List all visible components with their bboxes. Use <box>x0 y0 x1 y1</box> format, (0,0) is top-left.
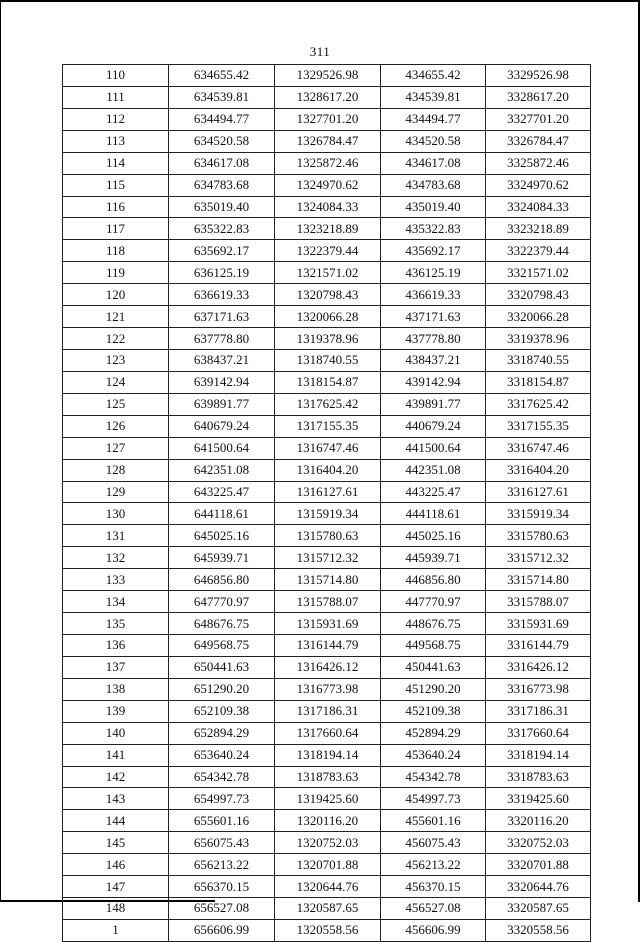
x1-coordinate-cell: 652894.29 <box>169 722 275 744</box>
y1-coordinate-cell: 1325872.46 <box>275 152 381 174</box>
y1-coordinate-cell: 1320798.43 <box>275 284 381 306</box>
x1-coordinate-cell: 639142.94 <box>169 371 275 393</box>
point-number-cell: 114 <box>63 152 169 174</box>
x2-coordinate-cell: 441500.64 <box>381 437 486 459</box>
table-row <box>63 130 591 152</box>
y2-coordinate-cell: 3316127.61 <box>486 481 591 503</box>
y1-coordinate-cell: 1316144.79 <box>275 634 381 656</box>
table-row <box>63 854 591 876</box>
x1-coordinate-cell: 634617.08 <box>169 152 275 174</box>
table-row <box>63 613 591 635</box>
y2-coordinate-cell: 3317155.35 <box>486 415 591 437</box>
y1-coordinate-cell: 1318154.87 <box>275 371 381 393</box>
table-row <box>63 481 591 503</box>
y2-coordinate-cell: 3320587.65 <box>486 898 591 920</box>
x2-coordinate-cell: 439891.77 <box>381 393 486 415</box>
point-number-cell: 1 <box>63 919 169 941</box>
point-number-cell: 125 <box>63 393 169 415</box>
y2-coordinate-cell: 3320798.43 <box>486 284 591 306</box>
x2-coordinate-cell: 434655.42 <box>381 65 486 87</box>
point-number-cell: 115 <box>63 174 169 196</box>
x1-coordinate-cell: 634494.77 <box>169 108 275 130</box>
x1-coordinate-cell: 645939.71 <box>169 547 275 569</box>
y2-coordinate-cell: 3322379.44 <box>486 240 591 262</box>
table-row <box>63 503 591 525</box>
point-number-cell: 141 <box>63 744 169 766</box>
y1-coordinate-cell: 1319425.60 <box>275 788 381 810</box>
y2-coordinate-cell: 3324084.33 <box>486 196 591 218</box>
y2-coordinate-cell: 3318194.14 <box>486 744 591 766</box>
table-row <box>63 788 591 810</box>
x1-coordinate-cell: 656370.15 <box>169 876 275 898</box>
point-number-cell: 128 <box>63 459 169 481</box>
y1-coordinate-cell: 1328617.20 <box>275 86 381 108</box>
table-row <box>63 525 591 547</box>
point-number-cell: 126 <box>63 415 169 437</box>
x1-coordinate-cell: 648676.75 <box>169 613 275 635</box>
table-row <box>63 876 591 898</box>
x2-coordinate-cell: 453640.24 <box>381 744 486 766</box>
point-number-cell: 143 <box>63 788 169 810</box>
point-number-cell: 129 <box>63 481 169 503</box>
y2-coordinate-cell: 3329526.98 <box>486 65 591 87</box>
y2-coordinate-cell: 3319378.96 <box>486 328 591 350</box>
point-number-cell: 118 <box>63 240 169 262</box>
x2-coordinate-cell: 435322.83 <box>381 218 486 240</box>
x1-coordinate-cell: 645025.16 <box>169 525 275 547</box>
point-number-cell: 148 <box>63 898 169 920</box>
table-row <box>63 174 591 196</box>
table-row <box>63 240 591 262</box>
point-number-cell: 111 <box>63 86 169 108</box>
table-row <box>63 152 591 174</box>
y1-coordinate-cell: 1324970.62 <box>275 174 381 196</box>
y1-coordinate-cell: 1320558.56 <box>275 919 381 941</box>
point-number-cell: 136 <box>63 634 169 656</box>
x2-coordinate-cell: 434539.81 <box>381 86 486 108</box>
point-number-cell: 135 <box>63 613 169 635</box>
y2-coordinate-cell: 3317186.31 <box>486 700 591 722</box>
y1-coordinate-cell: 1316404.20 <box>275 459 381 481</box>
y1-coordinate-cell: 1315714.80 <box>275 569 381 591</box>
x2-coordinate-cell: 456075.43 <box>381 832 486 854</box>
y1-coordinate-cell: 1320701.88 <box>275 854 381 876</box>
table-row <box>63 349 591 371</box>
x1-coordinate-cell: 655601.16 <box>169 810 275 832</box>
x1-coordinate-cell: 635322.83 <box>169 218 275 240</box>
table-row <box>63 569 591 591</box>
y1-coordinate-cell: 1316426.12 <box>275 656 381 678</box>
point-number-cell: 110 <box>63 65 169 87</box>
table-row <box>63 393 591 415</box>
y2-coordinate-cell: 3327701.20 <box>486 108 591 130</box>
x2-coordinate-cell: 438437.21 <box>381 349 486 371</box>
y1-coordinate-cell: 1317660.64 <box>275 722 381 744</box>
x1-coordinate-cell: 634539.81 <box>169 86 275 108</box>
x2-coordinate-cell: 444118.61 <box>381 503 486 525</box>
x2-coordinate-cell: 447770.97 <box>381 591 486 613</box>
point-number-cell: 147 <box>63 876 169 898</box>
table-row <box>63 744 591 766</box>
y2-coordinate-cell: 3318783.63 <box>486 766 591 788</box>
y2-coordinate-cell: 3317625.42 <box>486 393 591 415</box>
table-row <box>63 634 591 656</box>
x2-coordinate-cell: 454997.73 <box>381 788 486 810</box>
x2-coordinate-cell: 452109.38 <box>381 700 486 722</box>
table-row <box>63 459 591 481</box>
y2-coordinate-cell: 3316426.12 <box>486 656 591 678</box>
x1-coordinate-cell: 644118.61 <box>169 503 275 525</box>
y2-coordinate-cell: 3315712.32 <box>486 547 591 569</box>
point-number-cell: 132 <box>63 547 169 569</box>
x2-coordinate-cell: 454342.78 <box>381 766 486 788</box>
x1-coordinate-cell: 639891.77 <box>169 393 275 415</box>
point-number-cell: 140 <box>63 722 169 744</box>
x1-coordinate-cell: 643225.47 <box>169 481 275 503</box>
y2-coordinate-cell: 3320701.88 <box>486 854 591 876</box>
y2-coordinate-cell: 3316773.98 <box>486 678 591 700</box>
coordinate-table-body <box>63 65 591 942</box>
x1-coordinate-cell: 635692.17 <box>169 240 275 262</box>
table-row <box>63 919 591 941</box>
x1-coordinate-cell: 646856.80 <box>169 569 275 591</box>
y1-coordinate-cell: 1316747.46 <box>275 437 381 459</box>
x2-coordinate-cell: 434617.08 <box>381 152 486 174</box>
x2-coordinate-cell: 446856.80 <box>381 569 486 591</box>
point-number-cell: 134 <box>63 591 169 613</box>
y2-coordinate-cell: 3315780.63 <box>486 525 591 547</box>
x2-coordinate-cell: 456213.22 <box>381 854 486 876</box>
y1-coordinate-cell: 1315788.07 <box>275 591 381 613</box>
point-number-cell: 124 <box>63 371 169 393</box>
point-number-cell: 139 <box>63 700 169 722</box>
y1-coordinate-cell: 1326784.47 <box>275 130 381 152</box>
x2-coordinate-cell: 445939.71 <box>381 547 486 569</box>
y1-coordinate-cell: 1317155.35 <box>275 415 381 437</box>
x2-coordinate-cell: 456370.15 <box>381 876 486 898</box>
table-row <box>63 86 591 108</box>
table-row <box>63 415 591 437</box>
x1-coordinate-cell: 641500.64 <box>169 437 275 459</box>
x1-coordinate-cell: 636125.19 <box>169 262 275 284</box>
x1-coordinate-cell: 651290.20 <box>169 678 275 700</box>
page-number: 311 <box>309 44 331 59</box>
y1-coordinate-cell: 1316773.98 <box>275 678 381 700</box>
y1-coordinate-cell: 1318783.63 <box>275 766 381 788</box>
x1-coordinate-cell: 642351.08 <box>169 459 275 481</box>
y2-coordinate-cell: 3316144.79 <box>486 634 591 656</box>
point-number-cell: 121 <box>63 306 169 328</box>
y1-coordinate-cell: 1316127.61 <box>275 481 381 503</box>
y1-coordinate-cell: 1323218.89 <box>275 218 381 240</box>
y2-coordinate-cell: 3320066.28 <box>486 306 591 328</box>
x1-coordinate-cell: 650441.63 <box>169 656 275 678</box>
x1-coordinate-cell: 656075.43 <box>169 832 275 854</box>
table-row <box>63 656 591 678</box>
y2-coordinate-cell: 3320644.76 <box>486 876 591 898</box>
x1-coordinate-cell: 654342.78 <box>169 766 275 788</box>
table-row <box>63 328 591 350</box>
x2-coordinate-cell: 448676.75 <box>381 613 486 635</box>
x1-coordinate-cell: 634655.42 <box>169 65 275 87</box>
point-number-cell: 131 <box>63 525 169 547</box>
table-row <box>63 306 591 328</box>
x1-coordinate-cell: 656606.99 <box>169 919 275 941</box>
x1-coordinate-cell: 634783.68 <box>169 174 275 196</box>
point-number-cell: 119 <box>63 262 169 284</box>
coordinate-table <box>62 64 591 942</box>
y2-coordinate-cell: 3320116.20 <box>486 810 591 832</box>
y1-coordinate-cell: 1317625.42 <box>275 393 381 415</box>
y1-coordinate-cell: 1324084.33 <box>275 196 381 218</box>
y2-coordinate-cell: 3315931.69 <box>486 613 591 635</box>
x2-coordinate-cell: 436619.33 <box>381 284 486 306</box>
x2-coordinate-cell: 445025.16 <box>381 525 486 547</box>
y1-coordinate-cell: 1315712.32 <box>275 547 381 569</box>
point-number-cell: 120 <box>63 284 169 306</box>
table-row <box>63 678 591 700</box>
table-row <box>63 591 591 613</box>
point-number-cell: 145 <box>63 832 169 854</box>
x2-coordinate-cell: 434520.58 <box>381 130 486 152</box>
point-number-cell: 137 <box>63 656 169 678</box>
y1-coordinate-cell: 1320644.76 <box>275 876 381 898</box>
table-row <box>63 700 591 722</box>
x2-coordinate-cell: 450441.63 <box>381 656 486 678</box>
x2-coordinate-cell: 449568.75 <box>381 634 486 656</box>
y2-coordinate-cell: 3325872.46 <box>486 152 591 174</box>
y2-coordinate-cell: 3316404.20 <box>486 459 591 481</box>
y2-coordinate-cell: 3315714.80 <box>486 569 591 591</box>
table-row <box>63 547 591 569</box>
x2-coordinate-cell: 451290.20 <box>381 678 486 700</box>
y1-coordinate-cell: 1320587.65 <box>275 898 381 920</box>
x2-coordinate-cell: 442351.08 <box>381 459 486 481</box>
x1-coordinate-cell: 653640.24 <box>169 744 275 766</box>
y2-coordinate-cell: 3317660.64 <box>486 722 591 744</box>
y1-coordinate-cell: 1315780.63 <box>275 525 381 547</box>
y2-coordinate-cell: 3326784.47 <box>486 130 591 152</box>
x1-coordinate-cell: 636619.33 <box>169 284 275 306</box>
y2-coordinate-cell: 3315919.34 <box>486 503 591 525</box>
x1-coordinate-cell: 649568.75 <box>169 634 275 656</box>
table-row <box>63 108 591 130</box>
point-number-cell: 146 <box>63 854 169 876</box>
table-row <box>63 371 591 393</box>
y1-coordinate-cell: 1319378.96 <box>275 328 381 350</box>
x1-coordinate-cell: 637171.63 <box>169 306 275 328</box>
x2-coordinate-cell: 435692.17 <box>381 240 486 262</box>
table-row <box>63 284 591 306</box>
x2-coordinate-cell: 439142.94 <box>381 371 486 393</box>
y1-coordinate-cell: 1320116.20 <box>275 810 381 832</box>
table-row <box>63 832 591 854</box>
y2-coordinate-cell: 3321571.02 <box>486 262 591 284</box>
y1-coordinate-cell: 1322379.44 <box>275 240 381 262</box>
point-number-cell: 113 <box>63 130 169 152</box>
x2-coordinate-cell: 440679.24 <box>381 415 486 437</box>
table-row <box>63 437 591 459</box>
point-number-cell: 117 <box>63 218 169 240</box>
y1-coordinate-cell: 1321571.02 <box>275 262 381 284</box>
x2-coordinate-cell: 456606.99 <box>381 919 486 941</box>
y2-coordinate-cell: 3324970.62 <box>486 174 591 196</box>
table-row <box>63 810 591 832</box>
y1-coordinate-cell: 1317186.31 <box>275 700 381 722</box>
x1-coordinate-cell: 638437.21 <box>169 349 275 371</box>
y2-coordinate-cell: 3316747.46 <box>486 437 591 459</box>
y1-coordinate-cell: 1320066.28 <box>275 306 381 328</box>
y1-coordinate-cell: 1318740.55 <box>275 349 381 371</box>
x1-coordinate-cell: 654997.73 <box>169 788 275 810</box>
y2-coordinate-cell: 3320558.56 <box>486 919 591 941</box>
y1-coordinate-cell: 1329526.98 <box>275 65 381 87</box>
x2-coordinate-cell: 435019.40 <box>381 196 486 218</box>
x2-coordinate-cell: 437778.80 <box>381 328 486 350</box>
point-number-cell: 142 <box>63 766 169 788</box>
x1-coordinate-cell: 635019.40 <box>169 196 275 218</box>
y1-coordinate-cell: 1320752.03 <box>275 832 381 854</box>
y2-coordinate-cell: 3315788.07 <box>486 591 591 613</box>
x2-coordinate-cell: 452894.29 <box>381 722 486 744</box>
x1-coordinate-cell: 634520.58 <box>169 130 275 152</box>
point-number-cell: 122 <box>63 328 169 350</box>
x2-coordinate-cell: 456527.08 <box>381 898 486 920</box>
x2-coordinate-cell: 434783.68 <box>381 174 486 196</box>
table-row <box>63 196 591 218</box>
y2-coordinate-cell: 3328617.20 <box>486 86 591 108</box>
point-number-cell: 112 <box>63 108 169 130</box>
y1-coordinate-cell: 1318194.14 <box>275 744 381 766</box>
table-row <box>63 722 591 744</box>
x1-coordinate-cell: 647770.97 <box>169 591 275 613</box>
x2-coordinate-cell: 443225.47 <box>381 481 486 503</box>
x2-coordinate-cell: 455601.16 <box>381 810 486 832</box>
y2-coordinate-cell: 3318740.55 <box>486 349 591 371</box>
point-number-cell: 116 <box>63 196 169 218</box>
table-row <box>63 65 591 87</box>
point-number-cell: 123 <box>63 349 169 371</box>
point-number-cell: 130 <box>63 503 169 525</box>
y2-coordinate-cell: 3319425.60 <box>486 788 591 810</box>
y1-coordinate-cell: 1315931.69 <box>275 613 381 635</box>
table-row <box>63 218 591 240</box>
point-number-cell: 138 <box>63 678 169 700</box>
table-row <box>63 898 591 920</box>
y1-coordinate-cell: 1327701.20 <box>275 108 381 130</box>
y1-coordinate-cell: 1315919.34 <box>275 503 381 525</box>
point-number-cell: 127 <box>63 437 169 459</box>
x1-coordinate-cell: 656213.22 <box>169 854 275 876</box>
y2-coordinate-cell: 3320752.03 <box>486 832 591 854</box>
point-number-cell: 144 <box>63 810 169 832</box>
y2-coordinate-cell: 3318154.87 <box>486 371 591 393</box>
x2-coordinate-cell: 436125.19 <box>381 262 486 284</box>
page-frame-left-border <box>0 0 1 902</box>
x2-coordinate-cell: 437171.63 <box>381 306 486 328</box>
table-row <box>63 262 591 284</box>
x1-coordinate-cell: 637778.80 <box>169 328 275 350</box>
x1-coordinate-cell: 640679.24 <box>169 415 275 437</box>
point-number-cell: 133 <box>63 569 169 591</box>
y2-coordinate-cell: 3323218.89 <box>486 218 591 240</box>
x1-coordinate-cell: 652109.38 <box>169 700 275 722</box>
page-frame-top-border <box>0 0 640 2</box>
table-row <box>63 766 591 788</box>
x1-coordinate-cell: 656527.08 <box>169 898 275 920</box>
x2-coordinate-cell: 434494.77 <box>381 108 486 130</box>
